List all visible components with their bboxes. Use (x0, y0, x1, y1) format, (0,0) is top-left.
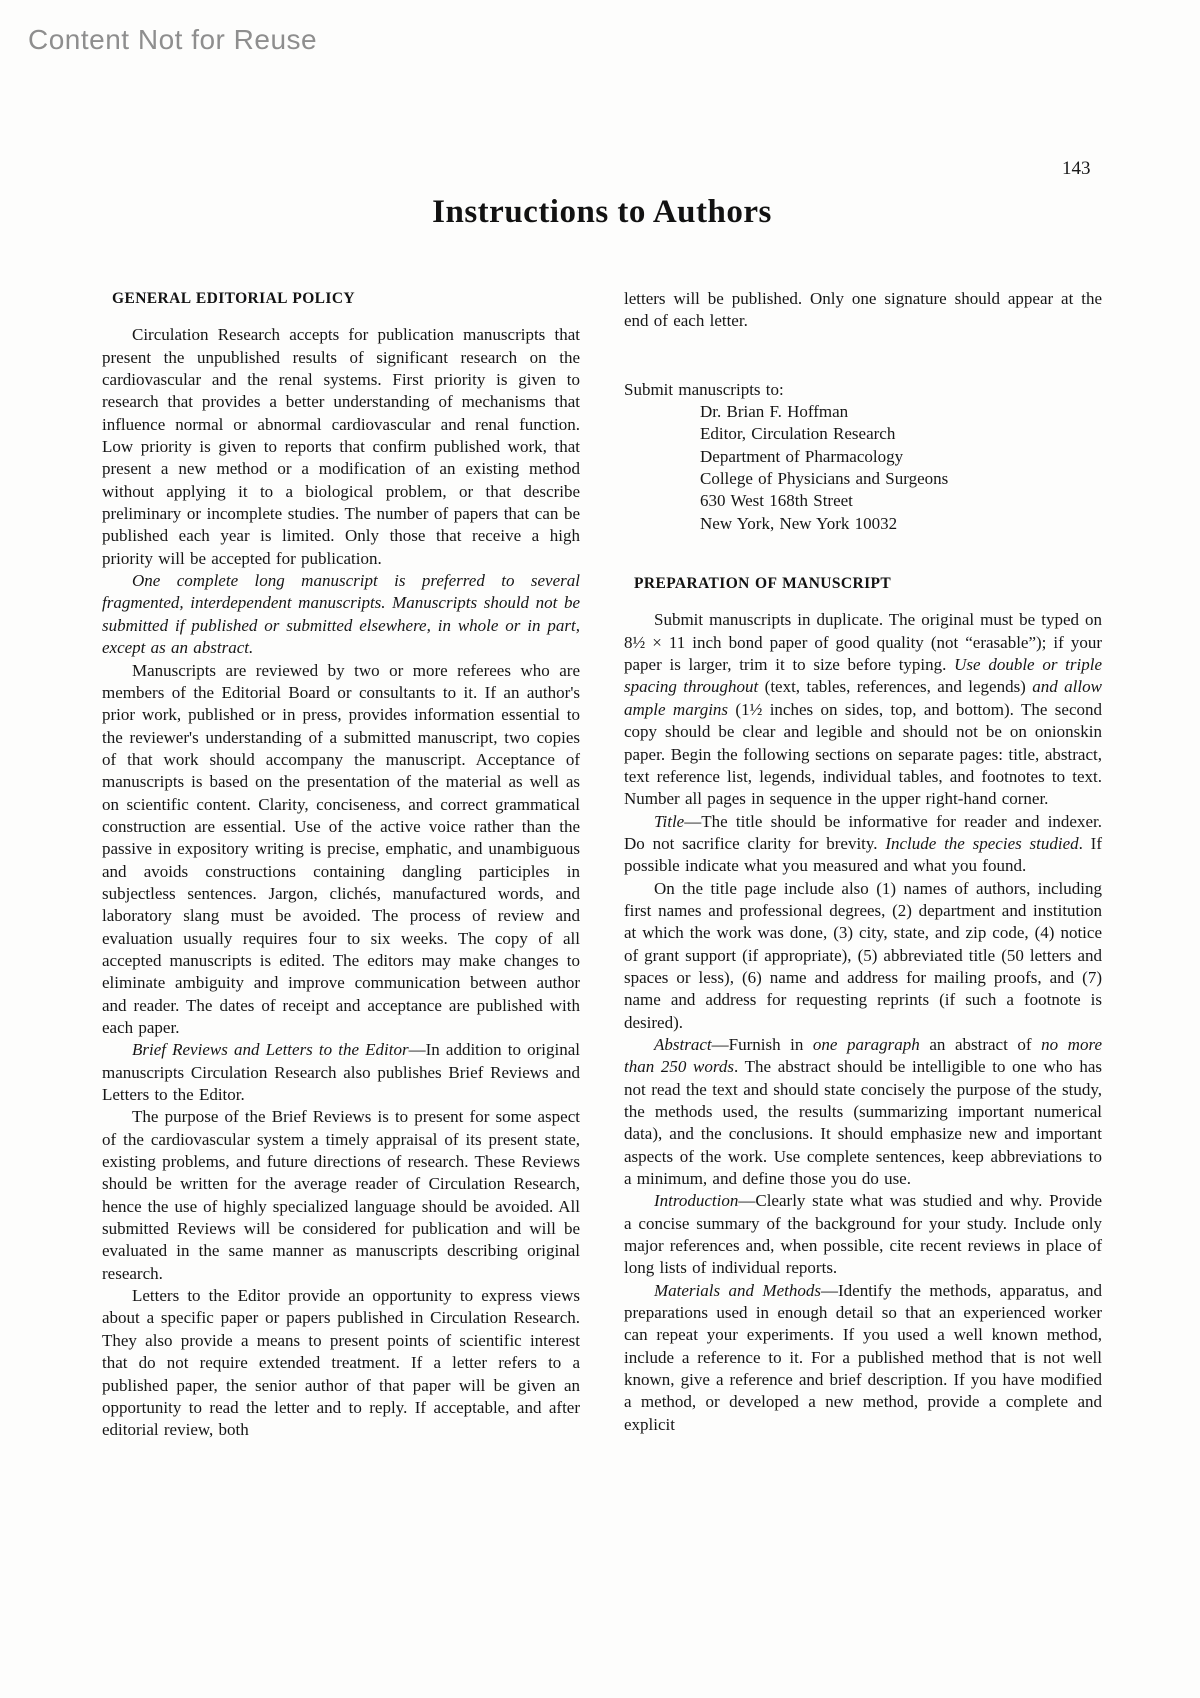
paragraph (624, 1280, 1102, 1436)
section-heading-general-editorial-policy: GENERAL EDITORIAL POLICY (112, 290, 356, 307)
address-line: New York, New York 10032 (700, 513, 898, 533)
address-line: Department of Pharmacology (700, 446, 904, 466)
paragraph (624, 609, 1102, 810)
paragraph-text: . The abstract should be intelligible to one who has not read the text and should state concisely the purpose of the study, the methods used, the results (summarizing important numerical data), and the conclusions. It should emphasize new and important aspects of the work. Use complete sentences, keep abbreviations to a minimum, and define those you do use. (624, 1057, 1102, 1189)
paragraph-lead-italic: Introduction (654, 1191, 739, 1211)
paragraph-continuation: letters will be published. Only one signature should appear at the end of each letter. (624, 289, 1102, 331)
paragraph-lead-italic: Abstract (654, 1034, 712, 1054)
watermark: Content Not for Reuse (28, 24, 318, 55)
paragraph-text: —Clearly state what was studied and why. Provide a concise summary of the background for your study. Include only major references and, when possible, cite recent reviews in place of long lists of individual reports. (624, 1191, 1102, 1278)
page-number: 143 (1062, 158, 1091, 179)
paragraph: On the title page include also (1) names of authors, including first names and professional degrees, (2) department and institution at which the work was done, (3) city, state, and zip code, (4) notice of grant support (if appropriate), (5) abbreviated title (50 letters and spaces or less), (6) name and address for mailing proofs, and (7) name and address for requesting reprints (if such a footnote is desired). (624, 878, 1102, 1032)
submit-manuscripts-label: Submit manuscripts to: (624, 379, 784, 399)
section-heading-preparation-of-manuscript: PREPARATION OF MANUSCRIPT (634, 575, 892, 593)
right-column (624, 288, 1102, 1436)
page-title: Instructions to Authors (432, 194, 772, 230)
paragraph-text: —Furnish in (711, 1034, 813, 1054)
two-column-layout (102, 288, 1102, 1442)
address-line: Dr. Brian F. Hoffman (700, 402, 849, 422)
paragraph (624, 1190, 1102, 1279)
paragraph-lead-italic: Brief Reviews and Letters to the Editor (132, 1040, 409, 1060)
paragraph-text-italic: and allow ample margins (624, 677, 1102, 719)
paragraph: Manuscripts are reviewed by two or more referees who are members of the Editorial Board or consultants to it. If an author's prior work, published or in press, provides information essential to the reviewer's understanding of a submitted manuscript, two copies of that work should accompany the manuscript. Acceptance of manuscripts is based on the presentation of the material as well as on scientific content. Clarity, conciseness, and correct grammatical construction are essential. Use of the active voice rather than the passive in expository writing is precise, emphatic, and unambiguous and avoids constructions containing dangling participles in subjectless sentences. Jargon, clichés, manufactured words, and laboratory slang must be avoided. The process of review and evaluation usually requires four to six weeks. The copy of all accepted manuscripts is edited. The editors may make changes to eliminate ambiguity and improve communication between author and reader. The dates of receipt and acceptance are published with each paper. (102, 660, 580, 1037)
address-line: Editor, Circulation Research (700, 424, 896, 444)
paragraph-text: (1½ inches on sides, top, and bottom). The second copy should be clear and legible and should not be on onionskin paper. Begin the following sections on separate pages: title, abstract, text reference list, legends, individual tables, and footnotes to text. Number all pages in sequence in the upper right-hand corner. (624, 699, 1102, 809)
paragraph-text-italic: Include the species studied (885, 833, 1079, 853)
paragraph: The purpose of the Brief Reviews is to present for some aspect of the cardiovascular system a timely appraisal of its present state, existing problems, and future directions of research. These Reviews should be written for the average reader of Circulation Research, hence the use of highly specialized language should be avoided. All submitted Reviews will be considered for publication and will be evaluated in the same manner as manuscripts describing original research. (102, 1107, 580, 1283)
paragraph-text: . If possible indicate what you measured and what you found. (624, 833, 1102, 876)
paragraph (102, 1039, 580, 1106)
paragraph-text-italic: one paragraph (812, 1034, 920, 1054)
paragraph-text: an abstract of (919, 1034, 1042, 1054)
paragraph-text: —In addition to original manuscripts Circulation Research also publishes Brief Reviews and Letters to the Editor. (102, 1040, 580, 1105)
address-line: College of Physicians and Surgeons (700, 469, 949, 489)
address-line: 630 West 168th Street (700, 491, 853, 511)
paragraph-text-italic: Use double or triple spacing throughout (624, 655, 1102, 697)
paragraph-text: (text, tables, references, and legends) (764, 677, 1033, 697)
paragraph-lead-italic: Title (654, 811, 685, 831)
paragraph (624, 1034, 1102, 1190)
paragraph-text-italic: no more than 250 words (624, 1034, 1102, 1077)
paragraph-text: —The title should be informative for reader and indexer. Do not sacrifice clarity for brevity. (624, 811, 1102, 853)
paragraph: Letters to the Editor provide an opportunity to express views about a specific paper or papers published in Circulation Research. They also provide a means to present points of scientific interest that do not require extended treatment. If a letter refers to a published paper, the senior author of that paper will be given an opportunity to read the letter and to reply. If acceptable, and after editorial review, both (102, 1286, 580, 1440)
address-block (624, 401, 1102, 535)
paragraph (624, 811, 1102, 878)
paragraph-text: —Identify the methods, apparatus, and preparations used in enough detail so that an experienced worker can repeat your experiments. If you used a well known method, include a reference to it. For a published method that is not well known, give a reference and brief description. If you have modified a method, or developed a new method, provide a complete and explicit (624, 1280, 1103, 1434)
paragraph-lead-italic: Materials and Methods (654, 1280, 821, 1300)
paragraph-text: Submit manuscripts in duplicate. The original must be typed on 8½ × 11 inch bond paper of good quality (not “erasable”); if your paper is larger, trim it to size before typing. (624, 610, 1102, 675)
paragraph: Circulation Research accepts for publication manuscripts that present the unpublished results of significant research on the cardiovascular and the renal systems. First priority is given to research that provides a better understanding of mechanisms that influence normal or abnormal cardiovascular and renal function. Low priority is given to reports that confirm published work, that present a new method or a modification of an existing method without applying it to a biological problem, or that describe preliminary or incomplete studies. The number of papers that can be published each year is limited. Only those that receive a high priority will be accepted for publication. (102, 325, 580, 568)
left-column (102, 288, 580, 1442)
paragraph-italic: One complete long manuscript is preferred to several fragmented, interdependent manuscripts. Manuscripts should not be submitted if published or submitted elsewhere, in whole or in part, except as an abstract. (102, 571, 580, 658)
